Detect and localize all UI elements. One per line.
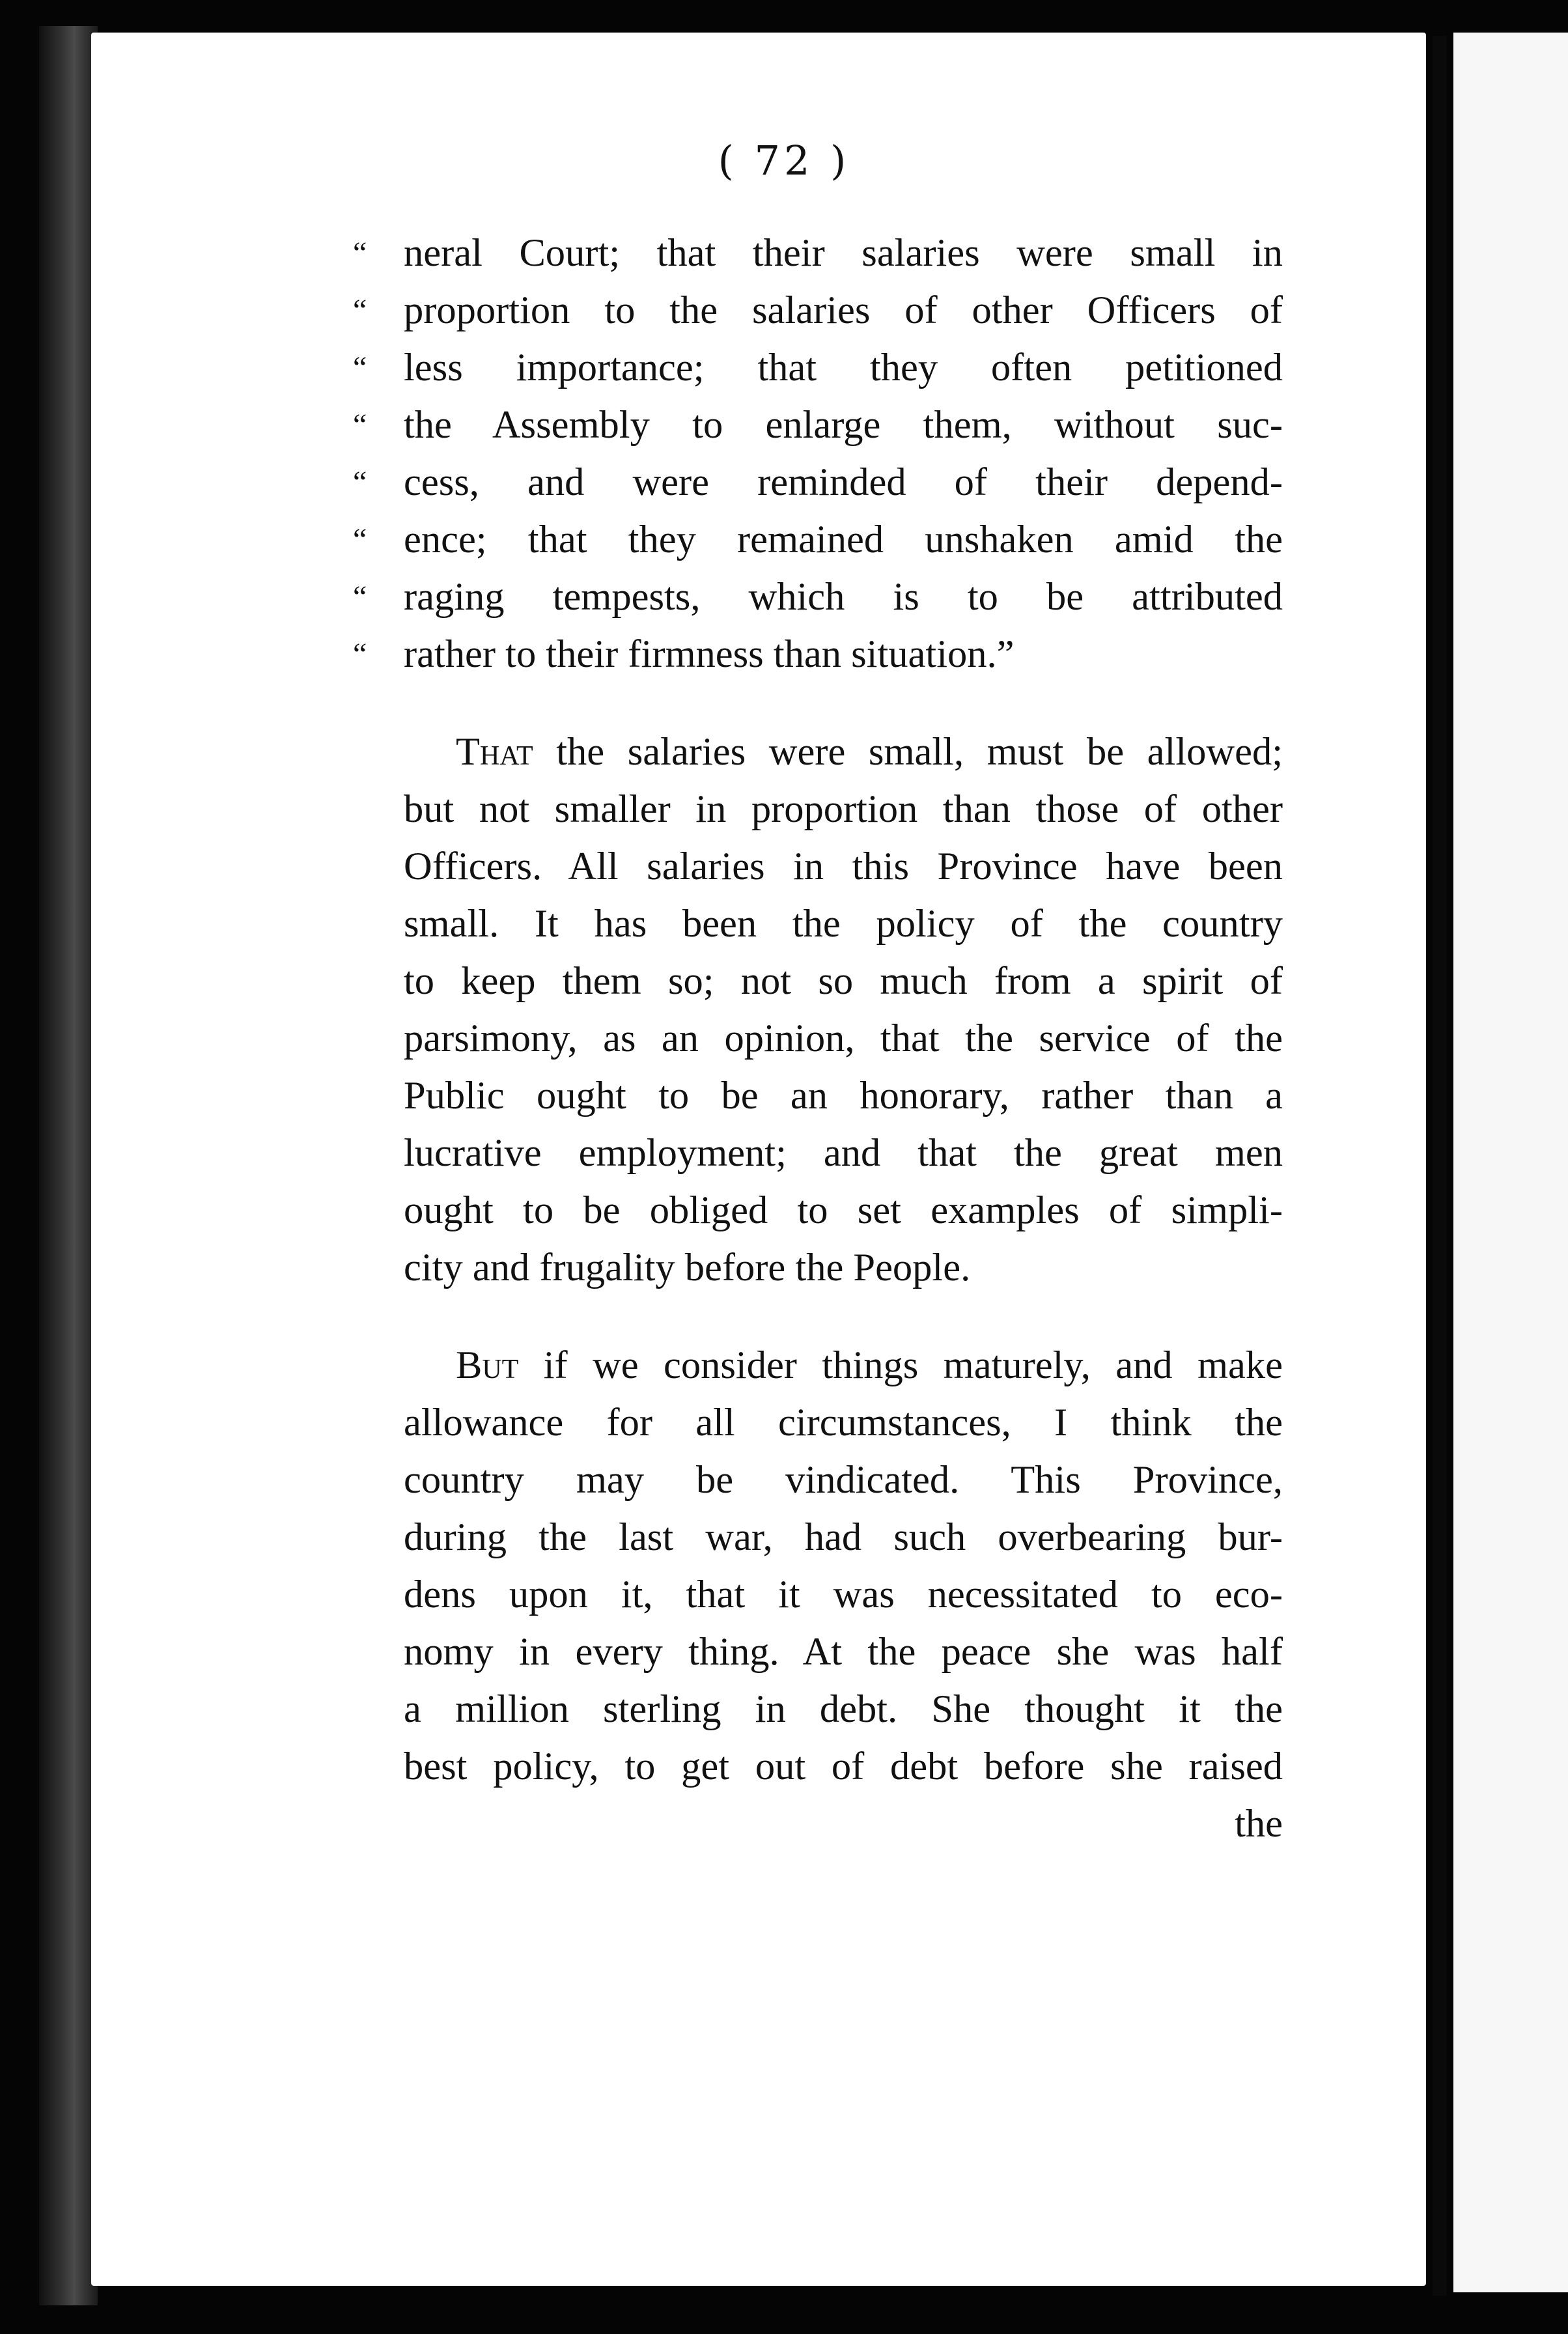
book-spine: [39, 26, 98, 2305]
paragraph-line: to keep them so; not so much from a spirit of: [404, 959, 1283, 1003]
paragraph-line: dens upon it, that it was necessitated to eco-: [404, 1573, 1283, 1616]
paragraph-lead-word: But: [456, 1343, 519, 1387]
quote-line: “ the Assembly to enlarge them, without suc-: [404, 397, 1283, 454]
quote-line: “ raging tempests, which is to be attributed: [404, 569, 1283, 626]
paragraph-line: But if we consider things maturely, and make: [456, 1343, 1283, 1387]
quote-line: “ proportion to the salaries of other Officers of: [404, 282, 1283, 339]
paragraph-line: small. It has been the policy of the country: [404, 902, 1283, 946]
paragraph-line: country may be vindicated. This Province,: [404, 1458, 1283, 1502]
paragraph-salaries: [404, 724, 1283, 1297]
paragraph-gap: [404, 1297, 1283, 1337]
paragraph-line: a million sterling in debt. She thought it the: [404, 1687, 1283, 1731]
paragraph-line: nomy in every thing. At the peace she was half: [404, 1630, 1283, 1674]
quote-line: “ less importance; that they often petitioned: [404, 339, 1283, 397]
paragraph-line: allowance for all circumstances, I think the: [404, 1401, 1283, 1444]
catchword: the: [1235, 1802, 1283, 1846]
quote-mark: “: [353, 350, 367, 385]
facing-page-edge: [1453, 33, 1568, 2292]
quote-line: “ cess, and were reminded of their depend-: [404, 454, 1283, 511]
paragraph-line: Public ought to be an honorary, rather than a: [404, 1074, 1283, 1118]
paragraph-lead-word: That: [456, 730, 533, 774]
quote-mark: “: [353, 293, 367, 328]
paragraph-line: parsimony, as an opinion, that the service of the: [404, 1017, 1283, 1060]
paragraph-line: during the last war, had such overbearing bur-: [404, 1515, 1283, 1559]
quote-mark: “: [353, 408, 367, 442]
paragraph-line: ought to be obliged to set examples of simpli-: [404, 1188, 1283, 1232]
quote-mark: “: [353, 522, 367, 557]
paragraph-line: city and frugality before the People.: [404, 1246, 971, 1289]
quoted-passage: [353, 225, 1283, 683]
quote-line: “ ence; that they remained unshaken amid the: [404, 511, 1283, 569]
page-gutter: [1433, 36, 1447, 2296]
quote-mark: “: [353, 236, 367, 270]
quote-mark: “: [353, 637, 367, 671]
quote-line: “ neral Court; that their salaries were small in: [404, 225, 1283, 282]
quote-mark: “: [353, 465, 367, 499]
paragraph-line: lucrative employment; and that the great men: [404, 1131, 1283, 1175]
body-text: [353, 225, 1283, 1853]
paragraph-gap: [404, 683, 1283, 724]
paragraph-line: That the salaries were small, must be allowed;: [456, 730, 1283, 774]
paragraph-line: Officers. All salaries in this Province have been: [404, 845, 1283, 888]
page-number: ( 72 ): [718, 137, 850, 184]
paragraph-vindication: [404, 1337, 1283, 1795]
quote-mark: “: [353, 580, 367, 614]
paragraph-line: but not smaller in proportion than those of other: [404, 787, 1283, 831]
quote-line: “ rather to their firmness than situation.”: [404, 626, 1283, 683]
paragraph-line: best policy, to get out of debt before she raised: [404, 1745, 1283, 1788]
